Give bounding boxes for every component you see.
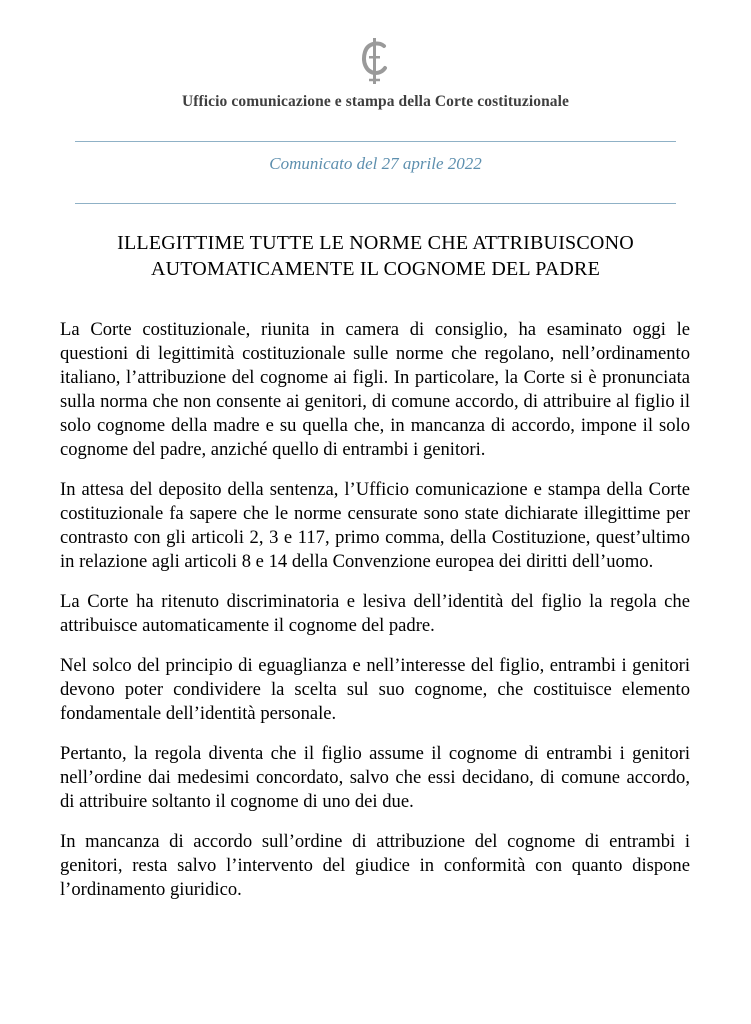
- body-paragraph-6: In mancanza di accordo sull’ordine di attribuzione del cognome di entrambi i genitori, resta salvo l’intervento del giudice in conformità con quanto dispone l’ordinamento giuridico.: [60, 831, 690, 900]
- body-paragraph-3: La Corte ha ritenuto discriminatoria e lesiva dell’identità del figlio la regola che attribuisce automaticamente il cognome del padre.: [60, 591, 690, 636]
- body-paragraph-4: Nel solco del principio di eguaglianza e nell’interesse del figlio, entrambi i genitori devono poter condividere la scelta sul suo cognome, che costituisce elemento fondamentale dell’identità personale.: [60, 655, 690, 724]
- title-line-2: AUTOMATICAMENTE IL COGNOME DEL PADRE: [150, 258, 601, 280]
- body-paragraph-5: Pertanto, la regola diventa che il figlio assume il cognome di entrambi i genitori nell’ordine dai medesimi concordato, salvo che essi decidano, di comune accordo, di attribuire soltanto il cognome di uno dei due.: [60, 743, 690, 812]
- header-divider-bottom: [75, 203, 676, 204]
- title-line-1: ILLEGITTIME TUTTE LE NORME CHE ATTRIBUISCONO: [117, 232, 634, 254]
- office-name: Ufficio comunicazione e stampa della Corte costituzionale: [181, 93, 570, 110]
- header-divider-top: [75, 141, 676, 142]
- corte-costituzionale-emblem-icon: [358, 36, 392, 86]
- body-paragraph-2: In attesa del deposito della sentenza, l’Ufficio comunicazione e stampa della Corte costituzionale fa sapere che le norme censurate sono state dichiarate illegittime per contrasto con gli articoli 2, 3 e 117, primo comma, della Costituzione, quest’ultimo in relazione agli articoli 8 e 14 della Convenzione europea dei diritti dell’uomo.: [60, 479, 690, 572]
- body-paragraph-1: La Corte costituzionale, riunita in camera di consiglio, ha esaminato oggi le questioni di legittimità costituzionale sulle norme che regolano, nell’ordinamento italiano, l’attribuzione del cognome ai figli. In particolare, la Corte si è pronunciata sulla norma che non consente ai genitori, di comune accordo, di attribuire al figlio il solo cognome della madre e su quella che, in mancanza di accordo, impone il solo cognome del padre, anziché quello di entrambi i genitori.: [60, 319, 690, 460]
- release-date: Comunicato del 27 aprile 2022: [269, 154, 482, 173]
- page-title: [60, 230, 691, 282]
- release-body: [60, 318, 690, 918]
